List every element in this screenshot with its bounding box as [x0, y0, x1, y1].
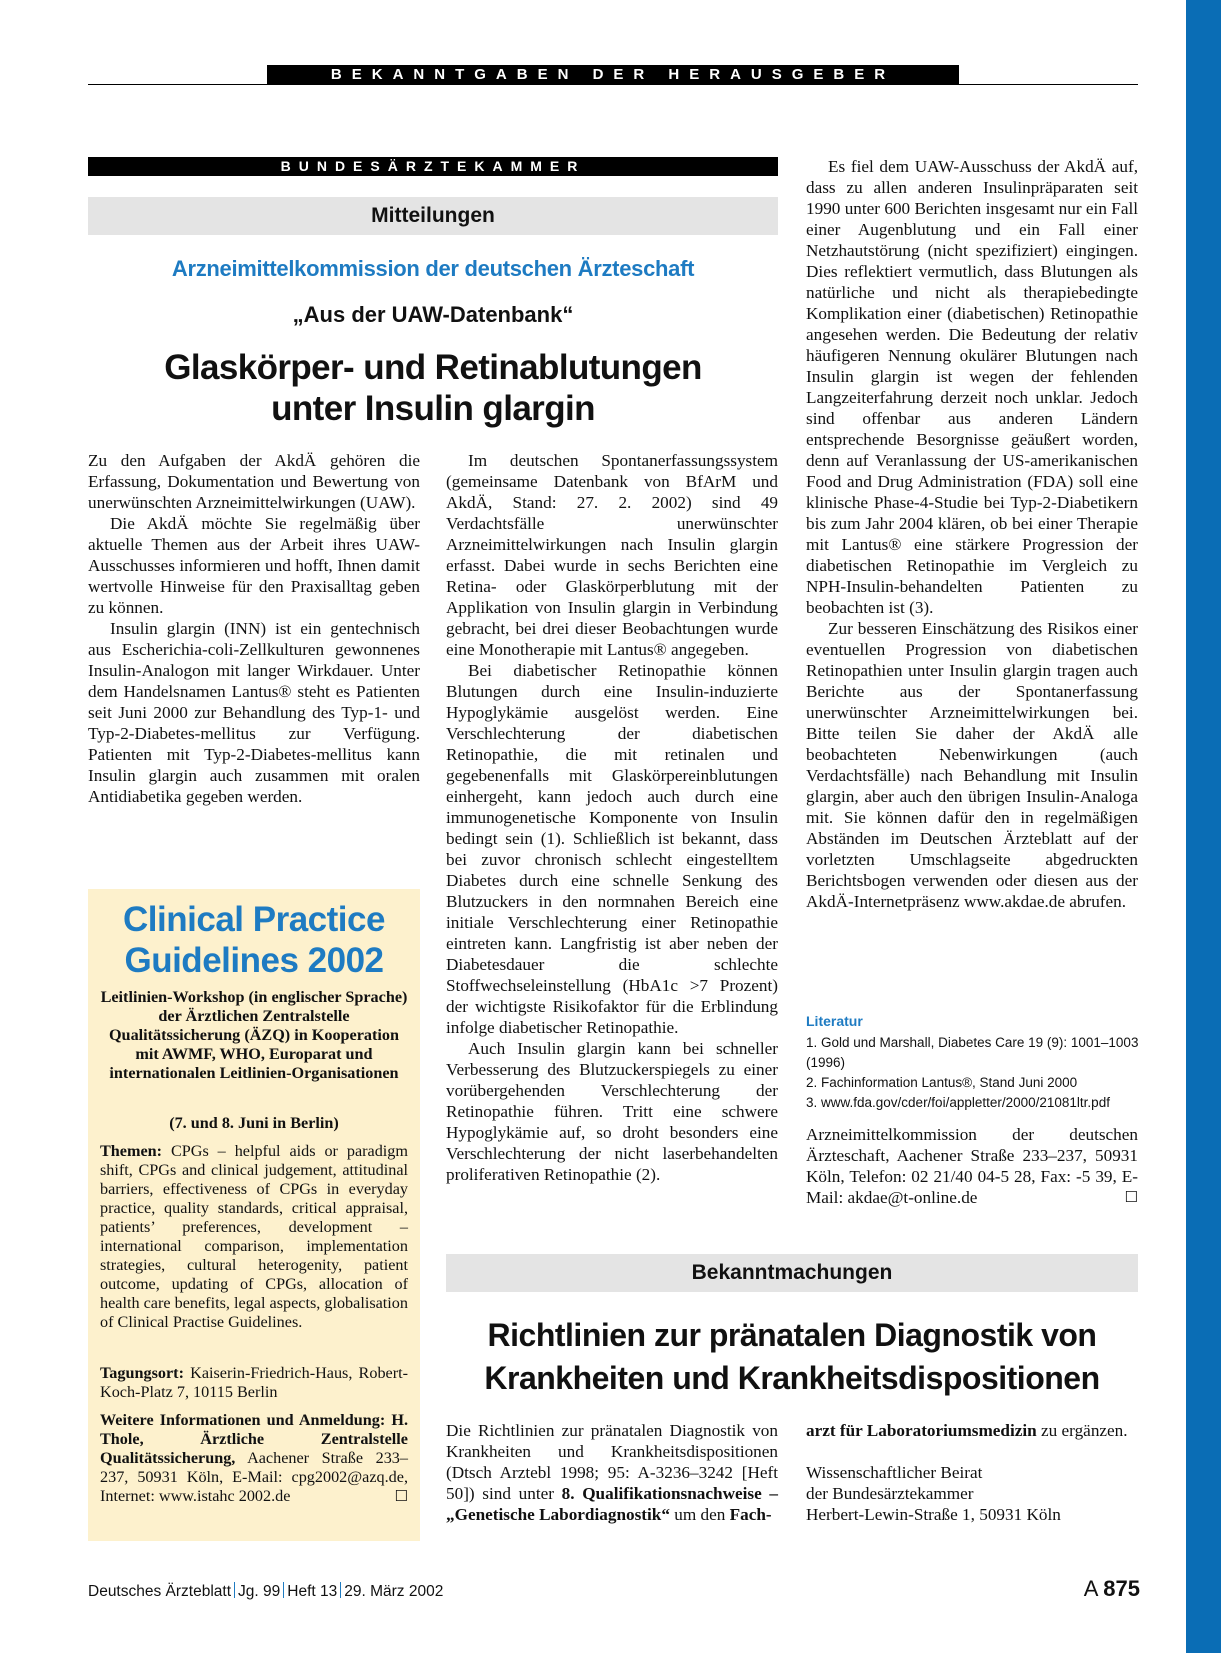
article2-bold-text: 8. Qualifikationsnachweise – „Genetische Labordiagnostik“ [446, 1484, 778, 1524]
infobox-venue [100, 1364, 408, 1402]
category-band: Mitteilungen [88, 197, 778, 235]
infobox-title-line1: Clinical Practice [123, 900, 385, 939]
page-prefix: A [1083, 1576, 1098, 1601]
department-band: BUNDESÄRZTEKAMMER [88, 157, 778, 176]
footer-citation [88, 1582, 443, 1601]
series-heading: „Aus der UAW-Datenbank“ [292, 302, 574, 327]
literature-item: 2. Fachinformation Lantus®, Stand Juni 2000 [806, 1075, 1078, 1090]
article2-title-line2: Krankheiten und Krankheitsdispositionen [484, 1360, 1100, 1396]
end-mark: ☐ [394, 1487, 408, 1505]
article2-title [446, 1314, 1138, 1400]
infobox-topics [100, 1142, 408, 1332]
article-title-line2: unter Insulin glargin [271, 389, 595, 428]
paragraph: Auch Insulin glargin kann bei schneller Verbesserung des Blutzuckerspiegels zu einer vorübergehenden Verschlechterung der Retinopathie führen. Tritt eine schwere Hypoglykämie auf, so droht besonders eine Verschlechterung der nicht laserbehandelten proliferativen Retinopathie (2). [446, 1039, 778, 1184]
contact-text: Aachener Straße 233–237, 50931 Köln, E-Mail: cpg2002@azq.de, Internet: www.istahc 2002.de [100, 1449, 408, 1505]
paragraph: Insulin glargin (INN) ist ein gentechnisch aus Escherichia-coli-Zellkulturen gewonnenes Insulin-Analogon mit langer Wirkdauer. Unter dem Handelsnamen Lantus® steht es Patienten seit Juni 2000 zur Behandlung des Typ-1- und Typ-2-Diabetes-mellitus zur Verfügung. Patienten mit Typ-2-Diabetes-mellitus kann Insulin glargin auch zusammen mit oralen Antidiabetika gegeben werden. [88, 619, 420, 806]
topics-label: Themen: [100, 1142, 163, 1160]
venue-label: Tagungsort: [100, 1364, 184, 1382]
side-color-bar [1186, 0, 1221, 1653]
paragraph: Im deutschen Spontanerfassungssystem (gemeinsame Datenbank von BfArM und AkdÄ, Stand: 27. 2. 2002) sind 49 Verdachtsfälle unerwünschter Arzneimittelwirkungen nach Insulin glargin erfasst. Dabei wurde in sechs Berichten eine Retina- oder Glaskörperblutung mit der Applikation von Insulin glargin in Verbindung gebracht, bei drei dieser Beobachtungen wurde eine Monotherapie mit Lantus® angegeben. [446, 451, 778, 659]
journal-name: Deutsches Ärzteblatt [88, 1583, 232, 1600]
contact-address [806, 1124, 1138, 1208]
article2-text-mid: um den [674, 1505, 726, 1524]
infobox-subtitle: Leitlinien-Workshop (in englischer Sprache) der Ärztlichen Zentralstelle Qualitätssicherung (ÄZQ) in Kooperation mit AWMF, WHO, Europarat und internationalen Leitlinien-Organisationen [100, 988, 408, 1082]
paragraph: Zur besseren Einschätzung des Risikos einer eventuellen Progression von diabetischen Retinopathien unter Insulin glargin tragen auch Berichte aus der Spontanerfassung unerwünschter Arzneimittelwirkungen bei. Bitte teilen Sie daher der AkdÄ alle beobachteten Nebenwirkungen (auch Verdachtsfälle) nach Behandlung mit Insulin glargin, aber auch den übrigen Insulin-Analoga mit. Sie können dafür den in regelmäßigen Abständen im Deutschen Ärzteblatt auf der vorletzten Umschlagseite abgedruckten Berichtsbogen verwenden oder diesen aus der AkdÄ-Internetpräsenz www.akdae.de abrufen. [806, 619, 1138, 911]
venue-text: Kaiserin-Friedrich-Haus, Robert-Koch-Platz 7, 10115 Berlin [100, 1364, 408, 1401]
infobox-date: (7. und 8. Juni in Berlin) [169, 1114, 339, 1132]
literature-item: 1. Gold und Marshall, Diabetes Care 19 (9): 1001–1003 (1996) [806, 1035, 1139, 1070]
article2-text: Die Richtlinien zur pränatalen Diagnostik von Krankheiten und Krankheitsdispositionen (Dtsch Arztebl 1998; 95: A-3236–3242 [Heft 50]) sind unter [446, 1421, 778, 1503]
article-title [88, 347, 778, 429]
signature-line: Herbert-Lewin-Straße 1, 50931 Köln [806, 1505, 1061, 1524]
section-header-band: BEKANNTGABEN DER HERAUSGEBER [267, 65, 959, 85]
paragraph: Es fiel dem UAW-Ausschuss der AkdÄ auf, dass zu allen anderen Insulinpräparaten seit 1990 unter 600 Berichten insgesamt nur ein Fall einer Augenblutung und ein Fall einer Netzhautstörung (nicht spezifiziert) eingingen. Dies reflektiert vermutlich, dass Blutungen als natürliche und nicht als therapiebedingte Komplikation einer (diabetischen) Retinopathie angesehen werden. Die Bedeutung der relativ häufigeren Nennung okulärer Blutungen nach Insulin glargin ist wegen der fehlenden Langzeiterfahrung derzeit noch unklar. Jedoch sind offenbar aus anderen Ländern entsprechende Besorgnisse geäußert worden, denn auf Veranlassung der US-amerikanischen Food and Drug Administration (FDA) soll eine klinische Phase-4-Studie bei Typ-2-Diabetikern bis zum Jahr 2004 klären, ob bei einer Therapie mit Lantus® eine stärkere Progression der diabetischen Retinopathie im Vergleich zu NPH-Insulin-behandelten Patienten zu beobachten ist (3). [806, 157, 1138, 617]
organization-heading: Arzneimittelkommission der deutschen Ärzteschaft [171, 256, 695, 281]
page-number [1050, 1576, 1140, 1602]
article2-column-2 [806, 1420, 1138, 1525]
topics-text: CPGs – helpful aids or paradigm shift, CPGs and clinical judgement, attitudinal barriers, effectiveness of CPGs in everyday practice, quality standards, critical appraisal, patients’ preferences, development – international comparison, implementation strategies, cultural heterogenity, patient outcome, updating of CPGs, allocation of health care benefits, legal aspects, globalisation of Clinical Practise Guidelines. [100, 1142, 408, 1331]
article2-title-line1: Richtlinien zur pränatalen Diagnostik von [487, 1317, 1097, 1353]
issue: Heft 13 [287, 1583, 338, 1600]
article-title-line1: Glaskörper- und Retinablutungen [164, 348, 702, 387]
article2-text-end: zu ergänzen. [1041, 1421, 1128, 1440]
issue-date: 29. März 2002 [344, 1583, 444, 1600]
literature-item: 3. www.fda.gov/cder/foi/appletter/2000/21081ltr.pdf [806, 1095, 1110, 1110]
paragraph: Zu den Aufgaben der AkdÄ gehören die Erfassung, Dokumentation und Bewertung von unerwünschten Arzneimittelwirkungen (UAW). [88, 451, 420, 512]
article-column-3 [806, 156, 1138, 912]
article2-column-1 [446, 1420, 778, 1525]
literature-heading: Literatur [806, 1013, 863, 1029]
infobox-title-line2: Guidelines 2002 [124, 941, 384, 980]
page-number-value: 875 [1103, 1576, 1140, 1601]
end-mark: ☐ [1124, 1188, 1138, 1206]
signature-line: Wissenschaftlicher Beirat [806, 1463, 983, 1482]
infobox-contact [100, 1411, 408, 1506]
article2-bold-text-3: arzt für Laboratoriumsmedizin [806, 1421, 1037, 1440]
category-band-bekanntmachungen: Bekanntmachungen [446, 1254, 1138, 1292]
paragraph: Bei diabetischer Retinopathie können Blutungen durch eine Insulin-induzierte Hypoglykämie ausgelöst werden. Eine Verschlechterung der diabetischen Retinopathie, die mit retinalen und gegebenenfalls mit Glaskörpereinblutungen einhergeht, kann jedoch auch durch eine immunogenetische Komponente von Insulin bedingt sein (1). Schließlich ist bekannt, dass bei zuvor chronisch schlecht eingestelltem Diabetes durch eine schnelle Senkung des Blutzuckers in den normnahen Bereich eine initiale Verschlechterung einer Retinopathie eintreten kann. Langfristig ist aber neben der Diabetesdauer die schlechte Stoffwechseleinstellung (HbA1c >7 Prozent) der wichtigste Risikofaktor für die Erblindung infolge diabetischer Retinopathie. [446, 661, 778, 1037]
paragraph: Die AkdÄ möchte Sie regelmäßig über aktuelle Themen aus der Arbeit ihres UAW-Ausschusses informieren und hofft, Ihnen damit wertvolle Hinweise für den Praxisalltag geben zu können. [88, 514, 420, 617]
article2-bold-text-2: Fach- [729, 1505, 772, 1524]
signature-line: der Bundesärztekammer [806, 1484, 974, 1503]
address-text: Arzneimittelkommission der deutschen Ärzteschaft, Aachener Straße 233–237, 50931 Köln, Telefon: 02 21/40 04-5 28, Fax: -5 39, E-Mail: akdae@t-online.de [806, 1125, 1138, 1207]
infobox-title [88, 899, 420, 981]
article-column-2 [446, 450, 778, 1185]
article-column-1 [88, 450, 420, 807]
literature-list [806, 1033, 1141, 1113]
contact-label: Weitere Informationen und Anmeldung: H. Thole, Ärztliche Zentralstelle Qualitätssicherung, [100, 1411, 408, 1467]
volume: Jg. 99 [238, 1583, 281, 1600]
